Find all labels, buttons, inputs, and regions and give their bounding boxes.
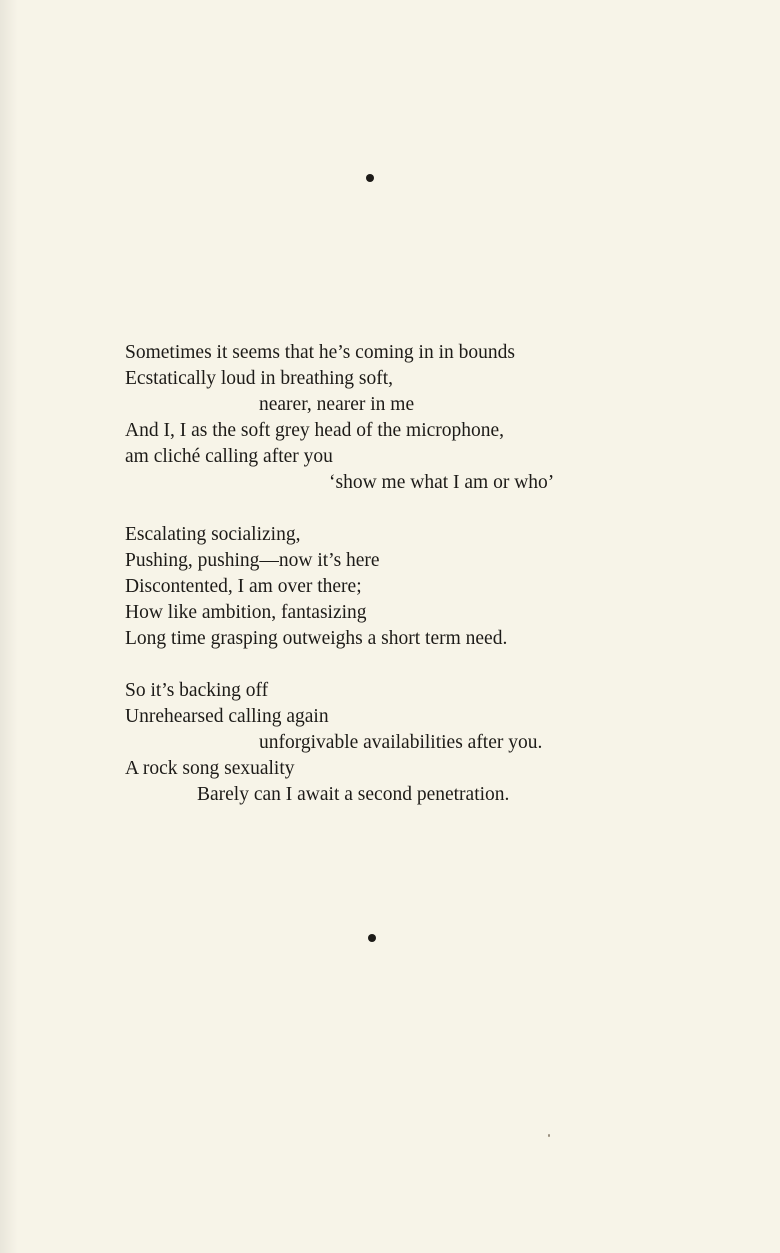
poem-line: Escalating socializing, <box>125 524 301 545</box>
poem-line: And I, I as the soft grey head of the microphone, <box>125 420 505 441</box>
poem-line: A rock song sexuality <box>125 758 295 779</box>
poem-line: nearer, nearer in me <box>259 394 415 415</box>
poem-line: Barely can I await a second penetration. <box>197 784 510 805</box>
poem-line: Sometimes it seems that he’s coming in in bounds <box>125 342 515 363</box>
poem-line: Discontented, I am over there; <box>125 576 362 597</box>
poem-line: Unrehearsed calling again <box>125 706 329 727</box>
stanza-3 <box>125 678 745 808</box>
poem <box>125 340 745 808</box>
poem-line: Pushing, pushing—now it’s here <box>125 550 380 571</box>
stanza-1 <box>125 340 745 496</box>
poem-line: So it’s backing off <box>125 680 269 701</box>
poem-line: unforgivable availabilities after you. <box>259 732 543 753</box>
poem-line: How like ambition, fantasizing <box>125 602 367 623</box>
bullet-ornament-bottom <box>368 934 376 942</box>
poem-line: Ecstatically loud in breathing soft, <box>125 368 394 389</box>
poem-line: Long time grasping outweighs a short term need. <box>125 628 508 649</box>
paper-speck <box>548 1134 550 1137</box>
poem-line: am cliché calling after you <box>125 446 333 467</box>
poem-line: ‘show me what I am or who’ <box>329 472 555 493</box>
bullet-ornament-top <box>366 174 374 182</box>
stanza-2 <box>125 522 745 652</box>
